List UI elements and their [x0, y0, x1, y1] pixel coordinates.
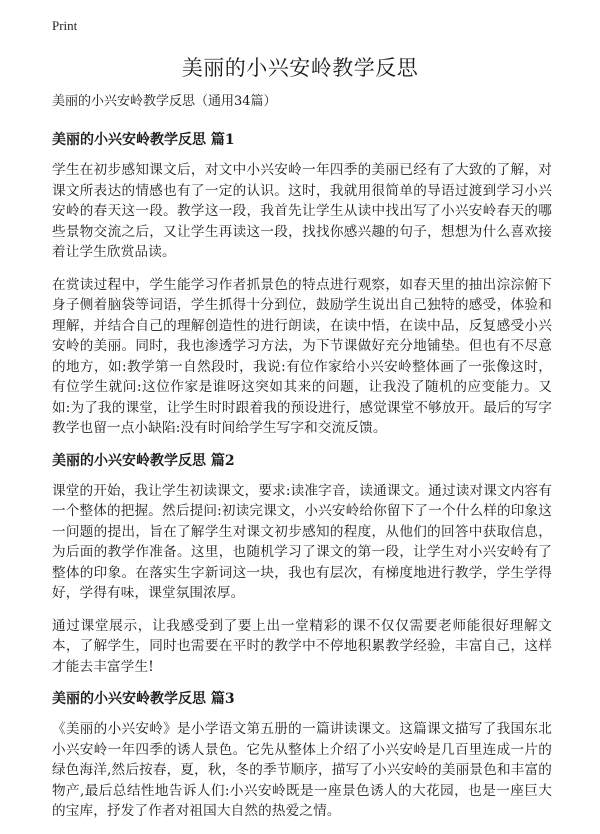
- document-body: [52, 92, 552, 834]
- print-link[interactable]: Print: [52, 18, 78, 33]
- document-subtitle: 美丽的小兴安岭教学反思（通用34篇）: [52, 94, 277, 109]
- paragraph: 《美丽的小兴安岭》是小学语文第五册的一篇讲读课文。这篇课文描写了我国东北小兴安岭一年四季的诱人景色。它先从整体上介绍了小兴安岭是几百里连成一片的绿色海洋,然后按春，夏，秋，冬的季节顺序，描写了小兴安岭的美丽景色和丰富的物产,最后总结性地告诉人们:小兴安岭既是一座景色诱人的大花园，也是一座巨大的宝库，抒发了作者对祖国大自然的热爱之情。: [52, 721, 552, 819]
- paragraph: 课堂的开始，我让学生初读课文，要求:读准字音，读通课文。通过读对课文内容有一个整体的把握。然后提问:初读完课文，小兴安岭给你留下了一个什么样的印象这一问题的提出，旨在了解学生对课文初步感知的程度，从他们的回答中获取信息，为后面的教学作准备。这里，也随机学习了课文的第一段，让学生对小兴安岭有了整体的印象。在落实生字新词这一块，我也有层次，有梯度地进行教学，学生学得好，学得有味，课堂氛围浓厚。: [52, 482, 552, 601]
- paragraph: 学生在初步感知课文后，对文中小兴安岭一年四季的美丽已经有了大致的了解，对课文所表达的情感也有了一定的认识。这时，我就用很简单的导语过渡到学习小兴安岭的春天这一段。教学这一段，我首先让学生从读中找出写了小兴安岭春天的哪些景物交流之后，又让学生再读这一段，找找你感兴趣的句子，想想为什么喜欢接着让学生欣赏品读。: [52, 162, 552, 260]
- paragraph: 在赏读过程中，学生能学习作者抓景色的特点进行观察，如春天里的抽出淙淙俯下身子侧着脑袋等词语，学生抓得十分到位，鼓励学生说出自己独特的感受，体验和理解，并结合自己的理解创造性的进行朗读，在读中悟，在读中品，反复感受小兴安岭的美丽。同时，我也渗透学习方法，为下节课做好充分地铺垫。但也有不尽意的地方，如:教学第一自然段时，我说:有位作家给小兴安岭整体画了一张像这时，有位学生就问:这位作家是谁呀这突如其来的问题，让我没了随机的应变能力。又如:为了我的课堂，让学生时时跟着我的预设进行，感觉课堂不够放开。最后的写字教学也留一点小缺陷:没有时间给学生写字和交流反馈。: [52, 276, 552, 436]
- section-heading: 美丽的小兴安岭教学反思 篇2: [52, 452, 235, 469]
- paragraph: 通过课堂展示，让我感受到了要上出一堂精彩的课不仅仅需要老师能很好理解文本，了解学生，同时也需要在平时的教学中不停地积累教学经验，丰富自己，这样才能去丰富学生!: [52, 617, 552, 675]
- document-title: 美丽的小兴安岭教学反思: [181, 56, 419, 80]
- section-2: [52, 451, 552, 678]
- section-heading: 美丽的小兴安岭教学反思 篇1: [52, 132, 235, 148]
- section-1: [52, 130, 552, 439]
- section-3: [52, 689, 552, 822]
- section-heading: 美丽的小兴安岭教学反思 篇3: [52, 691, 235, 707]
